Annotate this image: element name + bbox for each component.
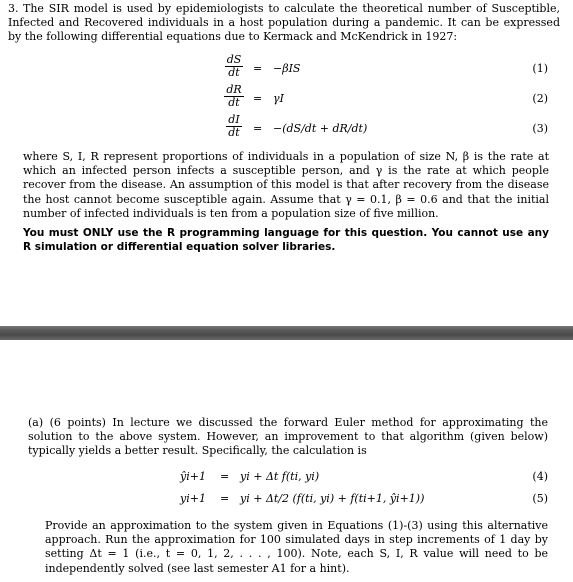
- eq3-denominator: dt: [228, 126, 240, 139]
- eq1-numerator: dS: [226, 53, 242, 66]
- eq3-tag: (3): [532, 122, 548, 135]
- eq2-numerator: dR: [226, 83, 242, 96]
- eq3-equals: =: [253, 122, 263, 135]
- question-number: 3.: [8, 2, 19, 15]
- question-intro-text: The SIR model is used by epidemiologists to calculate the theoretical number of Susceptible, Infected and Recovered individuals in a host population during a pandemic. It can be expressed by the following differential equations due to Kermack and McKendrick in 1927:: [8, 2, 560, 44]
- equation-4: [0, 470, 573, 492]
- eq4-rhs: yi + Δt f(ti, yi): [240, 470, 320, 483]
- equation-3: [0, 114, 573, 144]
- eq1-tag: (1): [532, 62, 548, 75]
- explanation-paragraph: where S, I, R represent proportions of individuals in a population of size N, β is the rate at which an infected person infects a susceptible person, and γ is the rate at which people recover from the disease. An assumption of this model is that after recovery from the disease the host cannot become susceptible again. Assume that γ = 0.1, β = 0.6 and that the initial number of infected individuals is ten from a population size of five million.: [23, 150, 549, 220]
- eq1-rhs: −βIS: [273, 62, 301, 75]
- eq5-rhs: yi + Δt/2 (f(ti, yi) + f(ti+1, ŷi+1)): [240, 492, 425, 505]
- part-a-body: Provide an approximation to the system given in Equations (1)-(3) using this alternative approach. Run the approximation for 100 simulated days in step increments of 1 day by setting Δt = 1 (i.e., t = 0, 1, 2, . . . , 100). Note, each S, I, R value will need to be independently solved (see last semester A1 for a hint).: [45, 519, 548, 575]
- equation-1: [0, 54, 573, 84]
- instruction-paragraph: You must ONLY use the R programming language for this question. You cannot use any R simulation or differential equation solver libraries.: [23, 227, 549, 254]
- page-bottom: [0, 340, 573, 582]
- eq5-tag: (5): [532, 492, 548, 505]
- eq4-tag: (4): [532, 470, 548, 483]
- eq1-equals: =: [253, 62, 263, 75]
- eq3-rhs: −(dS/dt + dR/dt): [273, 122, 368, 135]
- eq5-lhs: yi+1: [180, 492, 206, 505]
- eq2-tag: (2): [532, 92, 548, 105]
- question-intro: [8, 2, 560, 45]
- eq4-lhs: ŷi+1: [180, 470, 206, 483]
- eq4-equals: =: [220, 470, 230, 483]
- equation-2: [0, 84, 573, 114]
- eq2-rhs: γI: [273, 92, 284, 105]
- eq5-equals: =: [220, 492, 230, 505]
- eq2-denominator: dt: [228, 96, 240, 109]
- eq3-numerator: dI: [228, 113, 240, 126]
- equation-5: [0, 492, 573, 514]
- part-a-intro: (a) (6 points) In lecture we discussed the forward Euler method for approximating the solution to the above system. However, an improvement to that algorithm (given below) typically yields a better result. Specifically, the calculation is: [28, 416, 548, 458]
- eq2-equals: =: [253, 92, 263, 105]
- page-divider: [0, 326, 573, 340]
- eq1-denominator: dt: [228, 66, 240, 79]
